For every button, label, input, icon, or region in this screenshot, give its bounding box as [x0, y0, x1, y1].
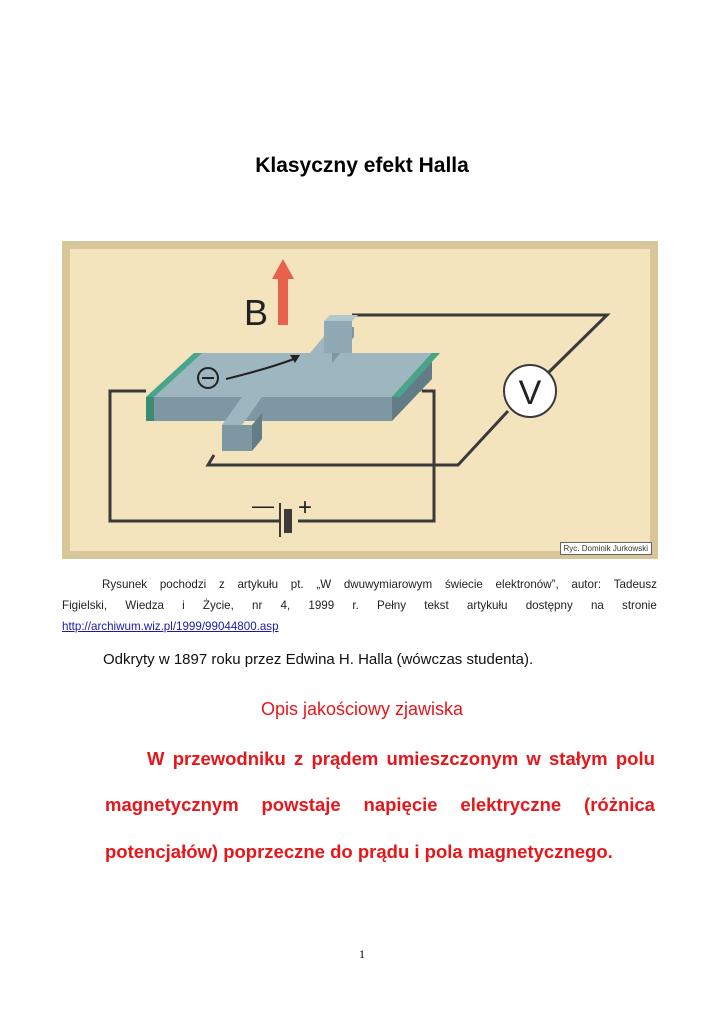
word: nr [252, 599, 263, 612]
field-label: B [244, 292, 269, 333]
word: prądem [311, 748, 379, 769]
word: i [182, 599, 185, 612]
word: pochodzi [159, 578, 207, 591]
word: dwuwymiarowym [343, 578, 433, 591]
word: elektryczne [460, 794, 562, 815]
word: r. [352, 599, 359, 612]
word: (różnica [584, 794, 655, 815]
word: tekst [424, 599, 449, 612]
statement-line-2 [105, 794, 655, 816]
word: Wiedza [125, 599, 164, 612]
hall-effect-diagram [62, 241, 658, 559]
battery-minus: — [252, 493, 274, 518]
statement-line-3: potencjałów) poprzeczne do prądu i pola magnetycznego. [105, 841, 613, 862]
word: W [147, 748, 165, 769]
word: „W [316, 578, 332, 591]
word: polu [615, 748, 655, 769]
word: napięcie [363, 794, 438, 815]
word: elektronów”, [495, 578, 559, 591]
page-number: 1 [359, 947, 365, 961]
word: na [590, 599, 604, 612]
word: z [294, 748, 304, 769]
word: Tadeusz [613, 578, 657, 591]
word: umieszczonym [386, 748, 519, 769]
caption-line-1 [62, 574, 657, 595]
figure-credit: Ryc. Dominik Jurkowski [560, 542, 652, 555]
word: w [526, 748, 541, 769]
word: Życie, [202, 599, 234, 612]
word: artykułu [466, 599, 508, 612]
word: autor: [571, 578, 602, 591]
word: 4, [280, 599, 291, 612]
statement-line-1 [105, 748, 655, 770]
caption-line-2 [62, 595, 657, 616]
word: dostępny [525, 599, 573, 612]
hall-effect-figure [62, 241, 658, 559]
word: Figielski, [62, 599, 108, 612]
source-link[interactable]: http://archiwum.wiz.pl/1999/99044800.asp [62, 620, 279, 633]
word: magnetycznym [105, 794, 239, 815]
battery-plus: + [298, 494, 313, 521]
word: artykułu [237, 578, 279, 591]
word: 1999 [308, 599, 335, 612]
word: Pełny [377, 599, 407, 612]
word: stronie [622, 599, 657, 612]
word: powstaje [261, 794, 341, 815]
voltmeter-label: V [518, 374, 542, 412]
figure-caption [62, 574, 657, 637]
word: przewodniku [172, 748, 286, 769]
discovery-text: Odkryty w 1897 roku przez Edwina H. Halla (wówczas studenta). [103, 651, 534, 668]
section-subtitle: Opis jakościowy zjawiska [260, 699, 464, 719]
page-title: Klasyczny efekt Halla [255, 154, 469, 177]
word: świecie [444, 578, 483, 591]
word: Rysunek [102, 578, 148, 591]
word: z [218, 578, 225, 591]
word: stałym [549, 748, 608, 769]
word: pt. [290, 578, 304, 591]
